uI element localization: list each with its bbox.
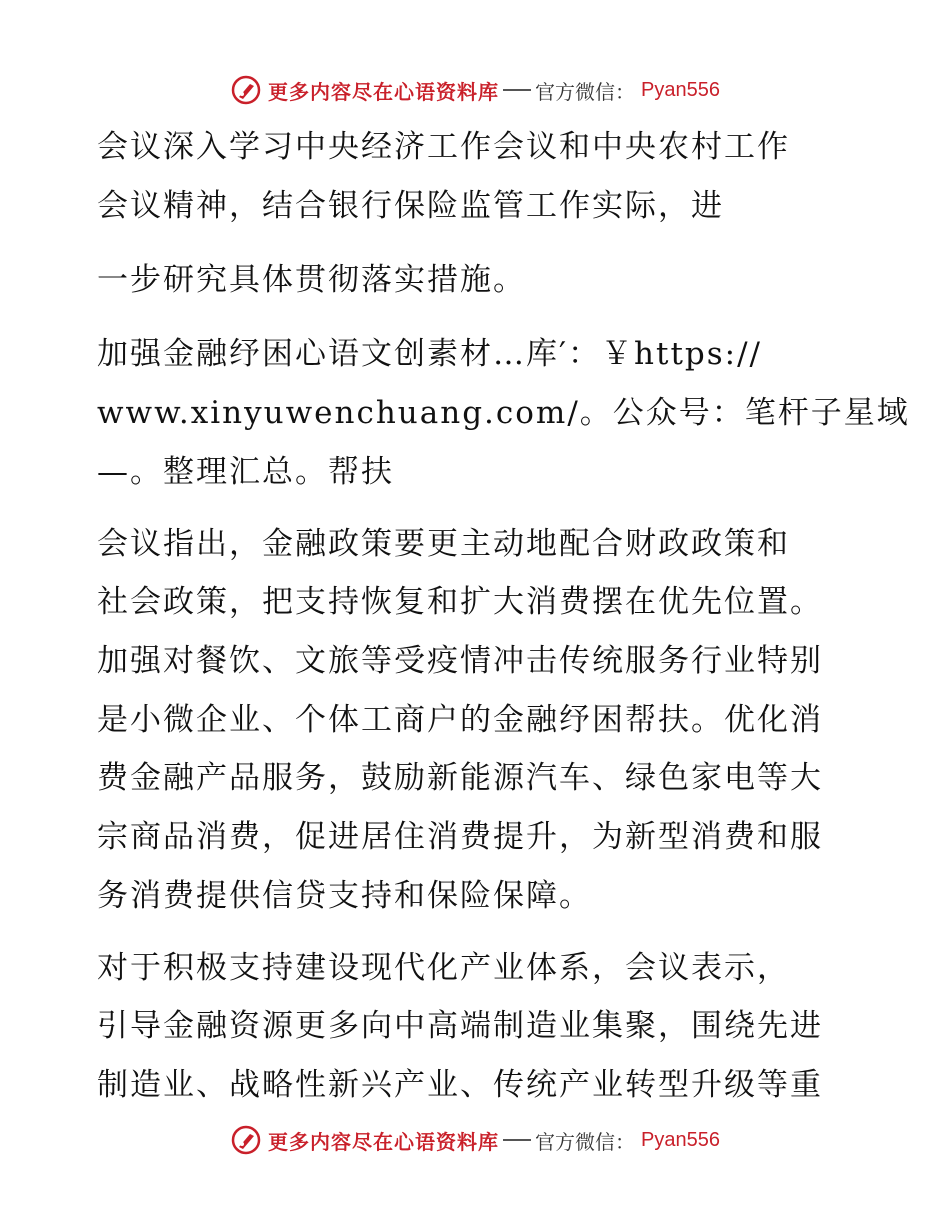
text-line: 宗商品消费，促进居住消费提升，为新型消费和服 [97, 819, 823, 855]
text-line: 社会政策，把支持恢复和扩大消费摆在优先位置。 [97, 584, 823, 620]
banner-official-label: 官方微信： [535, 79, 636, 104]
text-line: 制造业、战略性新兴产业、传统产业转型升级等重 [97, 1067, 823, 1103]
text-line: 加强金融纾困心语文创素材…库′：￥https:// [97, 336, 763, 372]
text-line: —。整理汇总。帮扶 [97, 454, 394, 490]
banner-official-label: 官方微信： [535, 1129, 636, 1154]
text-line: 一步研究具体贯彻落实措施。 [97, 262, 526, 298]
text-line: 费金融产品服务，鼓励新能源汽车、绿色家电等大 [97, 760, 823, 796]
text-line: 对于积极支持建设现代化产业体系，会议表示， [97, 950, 790, 986]
text-line: 是小微企业、个体工商户的金融纾困帮扶。优化消 [97, 702, 823, 738]
footer-banner [0, 1120, 950, 1160]
banner-wechat-id: Pyan556 [641, 78, 720, 101]
header-banner [0, 70, 950, 110]
pen-nib-circle-icon [230, 1124, 262, 1156]
text-line: 务消费提供信贷支持和保险保障。 [97, 878, 592, 914]
text-line: 会议精神，结合银行保险监管工作实际，进 [97, 188, 724, 224]
banner-wechat-id: Pyan556 [641, 1128, 720, 1151]
banner-divider [503, 1139, 531, 1141]
banner-divider [503, 89, 531, 91]
text-line: 会议深入学习中央经济工作会议和中央农村工作 [97, 129, 790, 165]
pen-nib-circle-icon [230, 74, 262, 106]
banner-brand: 更多内容尽在心语资料库 [268, 1129, 500, 1154]
text-line: 加强对餐饮、文旅等受疫情冲击传统服务行业特别 [97, 643, 823, 679]
banner-brand: 更多内容尽在心语资料库 [268, 79, 500, 104]
text-line: 会议指出，金融政策要更主动地配合财政政策和 [97, 526, 790, 562]
text-line: www.xinyuwenchuang.com/。公众号：笔杆子星域 [97, 395, 910, 431]
text-line: 引导金融资源更多向中高端制造业集聚，围绕先进 [97, 1008, 823, 1044]
